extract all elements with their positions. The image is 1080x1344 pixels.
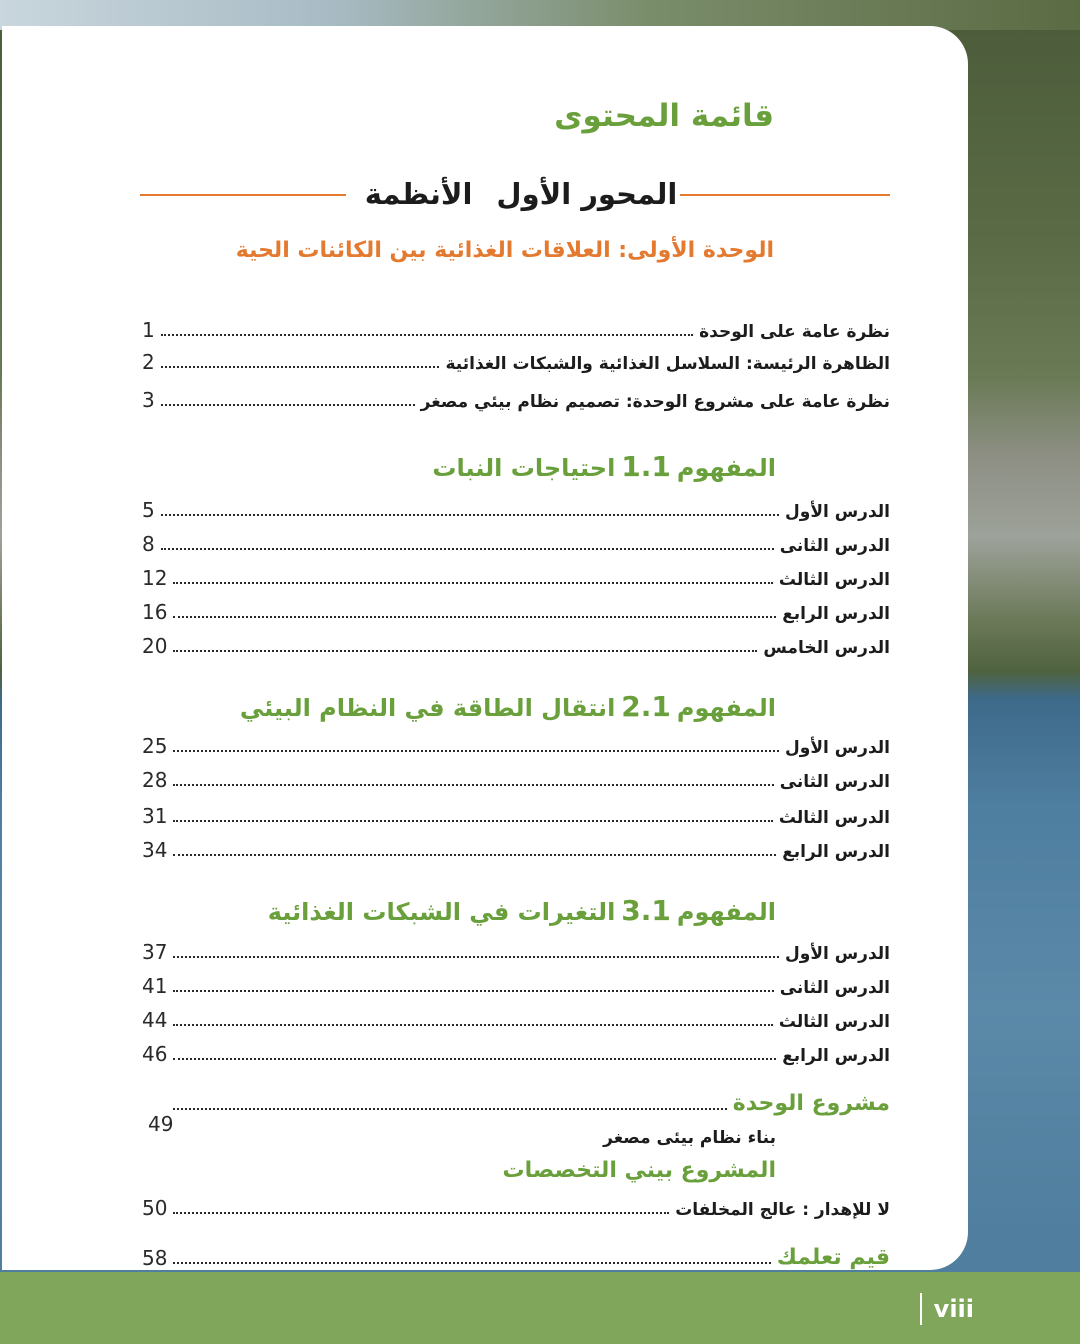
- toc-row[interactable]: [142, 798, 890, 828]
- dot-leader: [173, 650, 757, 652]
- dot-leader: [161, 366, 440, 368]
- toc-entry-page: 20: [142, 634, 168, 658]
- toc-entry-label: الدرس الثانى: [779, 978, 890, 998]
- dot-leader: [173, 750, 779, 752]
- concept-title: احتياجات النبات: [432, 454, 616, 482]
- concept-prefix: المفهوم: [676, 898, 776, 926]
- toc-entry-page: 3: [142, 388, 155, 412]
- toc-entry-page: 31: [142, 804, 168, 828]
- toc-entry-label: لا للإهدار : عالج المخلفات: [675, 1200, 890, 1220]
- toc-entry-label: الدرس الأول: [785, 738, 890, 758]
- toc-title: قائمة المحتوى: [554, 98, 774, 134]
- dot-leader: [173, 854, 776, 856]
- toc-entry-page: 41: [142, 974, 168, 998]
- toc-entry-page: 8: [142, 532, 155, 556]
- toc-entry-page: 50: [142, 1196, 168, 1220]
- toc-entry-label: الدرس الرابع: [782, 604, 890, 624]
- concept-prefix: المفهوم: [676, 694, 776, 722]
- values-label: قيم تعلمك: [776, 1245, 890, 1270]
- concept-number: 1.1: [621, 450, 671, 483]
- dot-leader: [161, 334, 693, 336]
- dot-leader: [173, 582, 772, 584]
- toc-entry-label: نظرة عامة على الوحدة: [699, 322, 890, 342]
- page-number: [920, 1292, 974, 1326]
- dot-leader: [173, 784, 773, 786]
- toc-entry-label: الدرس الرابع: [782, 1046, 890, 1066]
- axis-rule-right: [680, 194, 890, 196]
- dot-leader: [161, 514, 779, 516]
- interdisciplinary-row[interactable]: [142, 1190, 890, 1220]
- toc-entry-label: الدرس الثانى: [779, 772, 890, 792]
- unit-project-label: مشروع الوحدة: [732, 1091, 890, 1116]
- concept-heading-2[interactable]: [240, 690, 776, 723]
- dot-leader: [173, 990, 773, 992]
- toc-entry-page: 58: [142, 1246, 168, 1270]
- unit-project-row[interactable]: [142, 1086, 890, 1116]
- toc-row[interactable]: [142, 832, 890, 862]
- toc-entry-page: 1: [142, 318, 155, 342]
- concept-number: 2.1: [621, 690, 671, 723]
- axis-name: الأنظمة: [364, 177, 473, 211]
- toc-row[interactable]: [142, 526, 890, 556]
- concept-title: انتقال الطاقة في النظام البيئي: [239, 694, 616, 722]
- toc-entry-label: الدرس الرابع: [782, 842, 890, 862]
- toc-entry-page: 25: [142, 734, 168, 758]
- toc-entry-label: الدرس الأول: [785, 944, 890, 964]
- toc-entry-page: 16: [142, 600, 168, 624]
- toc-row[interactable]: [142, 762, 890, 792]
- toc-row[interactable]: [142, 934, 890, 964]
- toc-row[interactable]: [142, 594, 890, 624]
- toc-row[interactable]: [142, 628, 890, 658]
- toc-entry-page: 12: [142, 566, 168, 590]
- axis-label: المحور الأول: [496, 177, 678, 211]
- toc-entry-label: الدرس الثالث: [778, 808, 890, 828]
- dot-leader: [173, 820, 772, 822]
- toc-entry-label: الدرس الثالث: [778, 1012, 890, 1032]
- content-card: [2, 26, 968, 1270]
- dot-leader: [161, 548, 774, 550]
- toc-entry-label: الدرس الخامس: [763, 638, 890, 658]
- values-row[interactable]: [142, 1240, 890, 1270]
- toc-entry-label: الدرس الثالث: [778, 570, 890, 590]
- toc-entry-page: 46: [142, 1042, 168, 1066]
- dot-leader: [173, 1058, 776, 1060]
- axis-heading: [366, 164, 676, 224]
- concept-title: التغيرات في الشبكات الغذائية: [267, 898, 616, 926]
- toc-entry-page: 34: [142, 838, 168, 862]
- concept-number: 3.1: [621, 894, 671, 927]
- toc-entry-page: 28: [142, 768, 168, 792]
- toc-row[interactable]: [142, 728, 890, 758]
- concept-heading-1[interactable]: [432, 450, 776, 483]
- toc-entry-page: 37: [142, 940, 168, 964]
- unit-project-page: 49: [148, 1112, 174, 1136]
- toc-row[interactable]: [142, 968, 890, 998]
- toc-row[interactable]: [142, 560, 890, 590]
- unit-project-subtitle: بناء نظام بيئى مصغر: [603, 1128, 776, 1148]
- page-number-text: viii: [933, 1295, 974, 1323]
- axis-rule-left: [140, 194, 346, 196]
- dot-leader: [173, 1262, 770, 1264]
- toc-entry-label: الدرس الأول: [785, 502, 890, 522]
- toc-row[interactable]: [142, 312, 890, 342]
- axis-heading-row: [140, 158, 890, 228]
- footer-band: [0, 1272, 1080, 1344]
- toc-row[interactable]: [142, 1002, 890, 1032]
- toc-entry-label: نظرة عامة على مشروع الوحدة: تصميم نظام بيئي مصغر: [420, 392, 890, 412]
- dot-leader: [173, 1212, 669, 1214]
- concept-prefix: المفهوم: [676, 454, 776, 482]
- concept-heading-3[interactable]: [268, 894, 776, 927]
- dot-leader: [173, 956, 779, 958]
- dot-leader: [173, 616, 776, 618]
- toc-row[interactable]: [142, 1036, 890, 1066]
- dot-leader: [161, 404, 415, 406]
- toc-row[interactable]: [142, 382, 890, 412]
- page-number-divider: [920, 1293, 922, 1325]
- toc-entry-page: 2: [142, 350, 155, 374]
- toc-entry-page: 5: [142, 498, 155, 522]
- toc-entry-page: 44: [142, 1008, 168, 1032]
- toc-entry-label: الظاهرة الرئيسة: السلاسل الغذائية والشبكات الغذائية: [445, 354, 890, 374]
- unit-title: الوحدة الأولى: العلاقات الغذائية بين الكائنات الحية: [235, 238, 774, 263]
- toc-entry-label: الدرس الثانى: [779, 536, 890, 556]
- toc-row[interactable]: [142, 344, 890, 374]
- dot-leader: [173, 1024, 772, 1026]
- dot-leader: [173, 1108, 726, 1110]
- interdisciplinary-heading[interactable]: المشروع بيني التخصصات: [502, 1158, 776, 1183]
- toc-row[interactable]: [142, 492, 890, 522]
